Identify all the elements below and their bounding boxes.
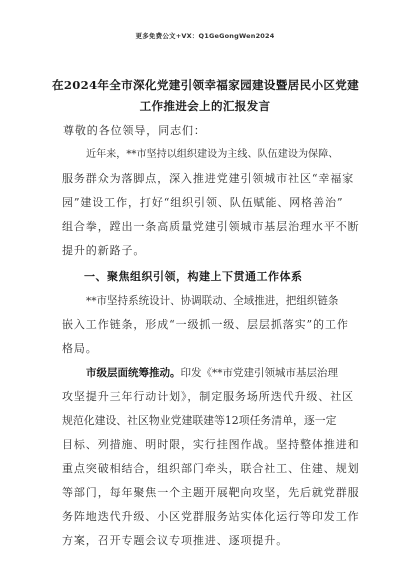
- paragraph-1-line: 组合拳，蹚出一条高质量党建引领城市基层治理水平不断: [62, 220, 360, 233]
- section-1-heading: 一、聚焦组织引领，构建上下贯通工作体系: [84, 270, 303, 283]
- paragraph-3-line: 重点突破相结合，组织部门牵头，联合社工、住建、规划: [62, 462, 360, 475]
- header-watermark: 更多免费公文+VX：Q1GeGongWen2024: [135, 32, 275, 40]
- paragraph-3-first-rest: 印发《**市党建引领城市基层治理: [180, 367, 338, 379]
- paragraph-2-line: **市坚持系统设计、协调联动、全域推进，把组织链条: [86, 295, 339, 307]
- paragraph-3-first-line: [86, 366, 338, 380]
- paragraph-2-line: 嵌入工作链条，形成“一级抓一级、层层抓落实”的工作: [62, 318, 349, 331]
- document-title-line-2: 工作推进会上的汇报发言: [139, 99, 271, 113]
- paragraph-3-lead: 市级层面统筹推动。: [86, 367, 181, 379]
- paragraph-3-line: 规范化建设、社区物业党建联建等12项任务清单，逐一定: [62, 414, 337, 427]
- salutation: 尊敬的各位领导，同志们：: [63, 124, 206, 137]
- paragraph-3-line: 攻坚提升三年行动计划》，制定服务场所迭代升级、社区: [62, 390, 354, 403]
- paragraph-1-line: 园”建设工作，打好“组织引领、队伍赋能、网格善治”: [62, 196, 344, 209]
- paragraph-1-line: 提升的新路子。: [62, 244, 146, 257]
- paragraph-3-line: 等部门，每年聚焦一个主题开展靶向攻坚，先后就党群服: [62, 486, 360, 499]
- paragraph-3-line: 务阵地迭代升级、小区党群服务站实体化运行等印发工作: [62, 510, 360, 523]
- paragraph-3-line: 目标、列措施、明时限，实行挂图作战。坚持整体推进和: [62, 438, 360, 451]
- document-title-line-1: 在2024年全市深化党建引领幸福家园建设暨居民小区党建: [52, 78, 360, 92]
- paragraph-2-line: 格局。: [62, 342, 98, 355]
- paragraph-1-line: 近年来，**市坚持以组织建设为主线、队伍建设为保障、: [86, 149, 339, 160]
- paragraph-1-line: 服务群众为落脚点，深入推进党建引领城市社区“幸福家: [62, 172, 355, 185]
- paragraph-3-line: 方案，召开专题会议专项推进、逐项提升。: [62, 534, 289, 547]
